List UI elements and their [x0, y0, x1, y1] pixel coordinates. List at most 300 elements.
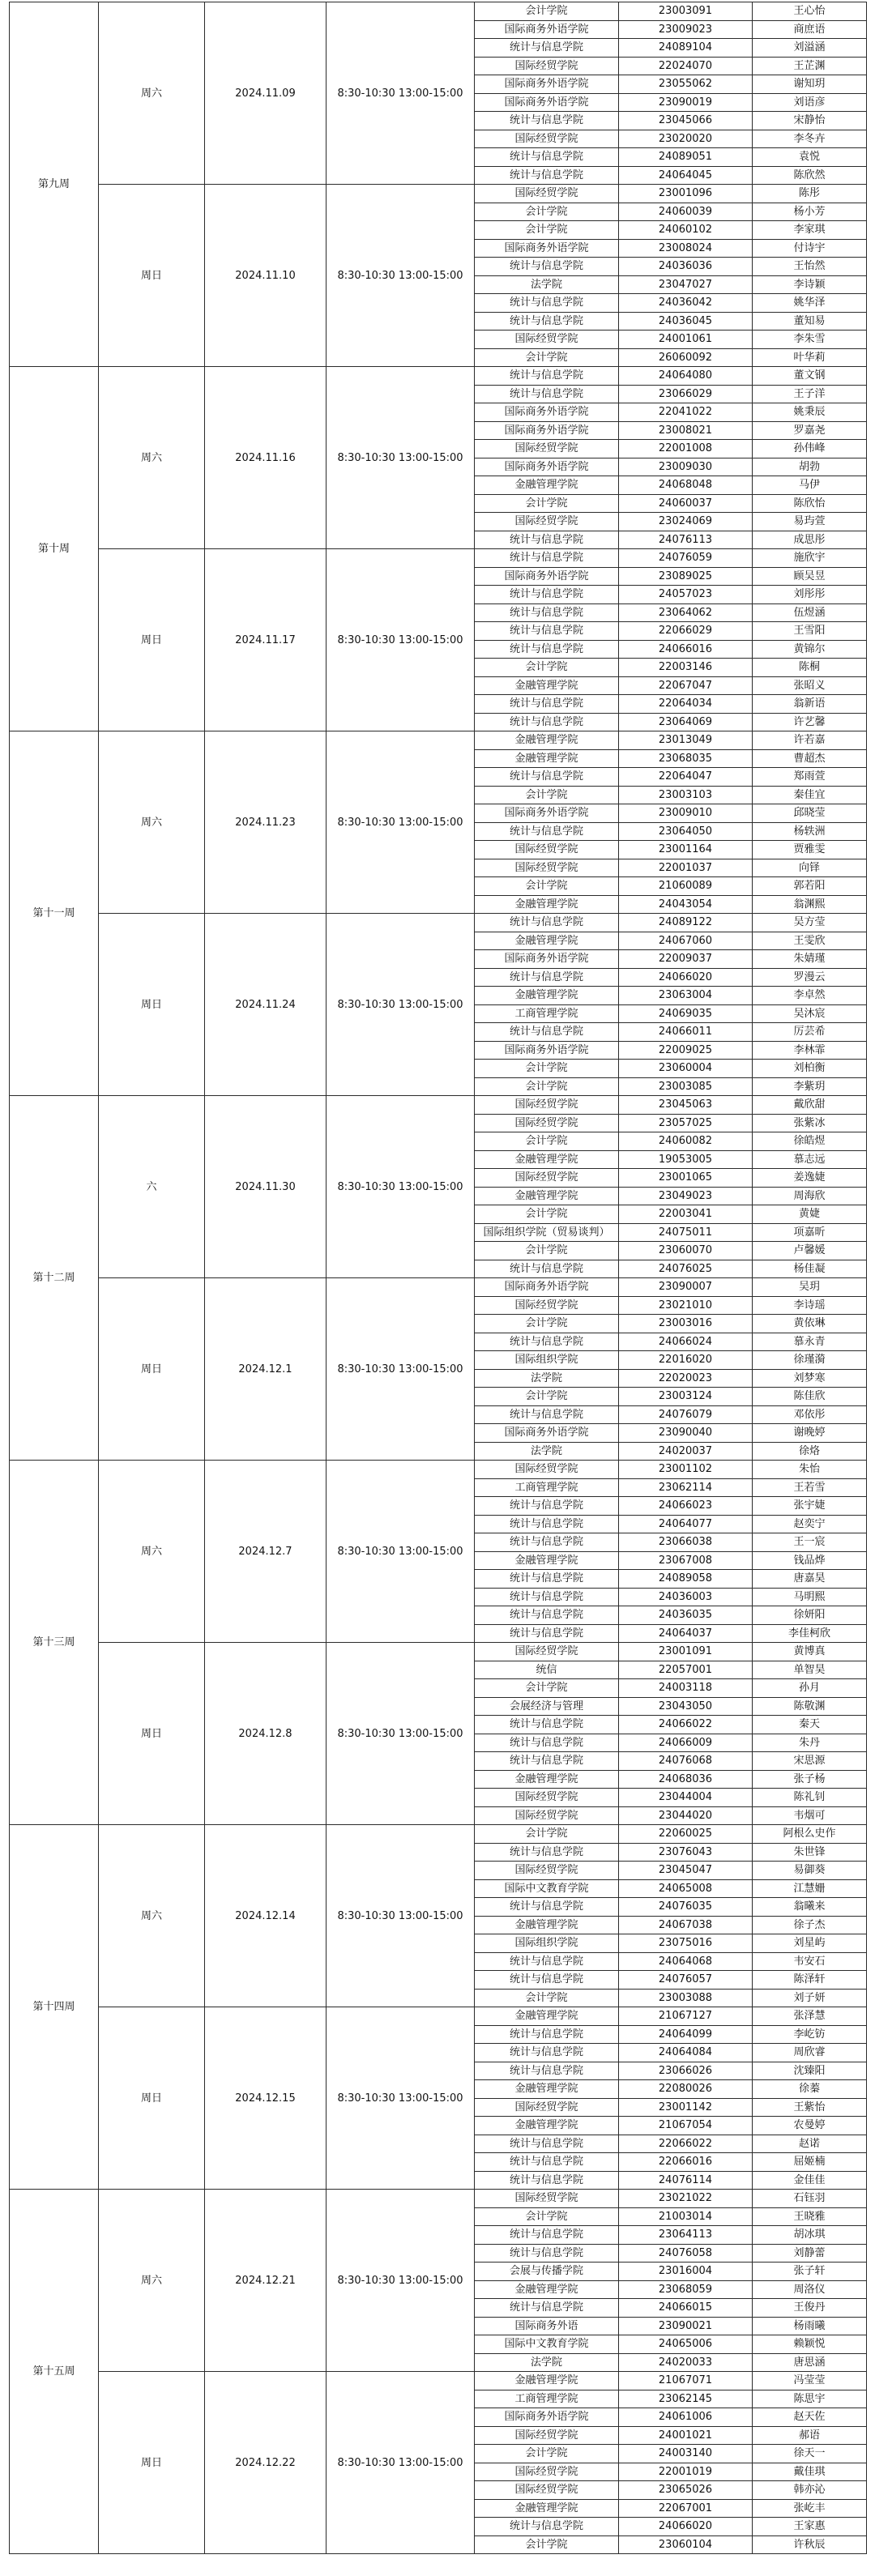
student-id-cell: 21067071: [619, 2372, 753, 2390]
student-name-cell: 成思彤: [753, 531, 867, 549]
student-name-cell: 翁曦来: [753, 1898, 867, 1917]
school-cell: 国际商务外语学院: [475, 20, 619, 39]
school-cell: 统计与信息学院: [475, 1752, 619, 1771]
student-id-cell: 24076058: [619, 2244, 753, 2263]
weekday-label: 周日: [99, 2372, 205, 2554]
school-cell: 金融管理学院: [475, 2280, 619, 2299]
student-name-cell: 谢晚婷: [753, 1424, 867, 1443]
student-name-cell: 谢知玥: [753, 75, 867, 94]
student-name-cell: 罗漫云: [753, 968, 867, 987]
date-label: 2024.11.17: [205, 549, 327, 731]
student-name-cell: 宋静怡: [753, 112, 867, 130]
school-cell: 统计与信息学院: [475, 2153, 619, 2172]
student-id-cell: 24068048: [619, 476, 753, 495]
school-cell: 统计与信息学院: [475, 1952, 619, 1971]
time-slot-label: 8:30-10:30 13:00-15:00: [327, 1825, 475, 2007]
student-name-cell: 王一宸: [753, 1533, 867, 1552]
student-name-cell: 李卓然: [753, 987, 867, 1005]
student-name-cell: 姚华泽: [753, 294, 867, 313]
school-cell: 统计与信息学院: [475, 2244, 619, 2263]
student-name-cell: 曹超杰: [753, 749, 867, 768]
student-id-cell: 23001164: [619, 841, 753, 859]
school-cell: 国际经贸学院: [475, 2098, 619, 2117]
student-name-cell: 王芷渊: [753, 57, 867, 75]
student-name-cell: 赵天佐: [753, 2408, 867, 2427]
weekday-label: 周六: [99, 2, 205, 185]
student-id-cell: 24064068: [619, 1952, 753, 1971]
student-id-cell: 24003140: [619, 2445, 753, 2463]
time-slot-label: 8:30-10:30 13:00-15:00: [327, 2, 475, 185]
time-slot-label: 8:30-10:30 13:00-15:00: [327, 2372, 475, 2554]
time-slot-label: 8:30-10:30 13:00-15:00: [327, 1643, 475, 1825]
student-name-cell: 周海欣: [753, 1187, 867, 1205]
student-name-cell: 朱婧瑾: [753, 950, 867, 969]
date-label: 2024.11.30: [205, 1096, 327, 1278]
student-id-cell: 22001008: [619, 440, 753, 458]
school-cell: 会计学院: [475, 494, 619, 513]
student-id-cell: 22003041: [619, 1205, 753, 1224]
table-row: [10, 914, 867, 932]
student-id-cell: 23003016: [619, 1315, 753, 1333]
school-cell: 统计与信息学院: [475, 2044, 619, 2062]
school-cell: 统计与信息学院: [475, 1260, 619, 1278]
school-cell: 国际经贸学院: [475, 859, 619, 877]
student-name-cell: 翁渊熙: [753, 895, 867, 914]
weekday-label: 六: [99, 1096, 205, 1278]
school-cell: 会计学院: [475, 877, 619, 896]
student-name-cell: 金佳佳: [753, 2171, 867, 2190]
student-name-cell: 卢馨媛: [753, 1242, 867, 1260]
school-cell: 国际经贸学院: [475, 130, 619, 148]
student-id-cell: 23065026: [619, 2481, 753, 2500]
student-id-cell: 24057023: [619, 586, 753, 604]
student-id-cell: 23001096: [619, 185, 753, 203]
student-id-cell: 22064047: [619, 768, 753, 787]
student-id-cell: 22020023: [619, 1369, 753, 1388]
table-row: [10, 1461, 867, 1479]
table-row: [10, 1278, 867, 1297]
school-cell: 统计与信息学院: [475, 385, 619, 403]
school-cell: 会计学院: [475, 348, 619, 367]
student-id-cell: 23003103: [619, 786, 753, 804]
student-id-cell: 23044004: [619, 1789, 753, 1807]
student-name-cell: 伍煜涵: [753, 603, 867, 622]
student-id-cell: 23013049: [619, 731, 753, 750]
student-name-cell: 江慧姗: [753, 1879, 867, 1898]
student-id-cell: 24076068: [619, 1752, 753, 1771]
student-name-cell: 朱丹: [753, 1734, 867, 1752]
school-cell: 国际经贸学院: [475, 2481, 619, 2500]
student-name-cell: 刘子妍: [753, 1989, 867, 2007]
student-id-cell: 24066024: [619, 1333, 753, 1351]
student-id-cell: 24060037: [619, 494, 753, 513]
student-id-cell: 23076043: [619, 1843, 753, 1862]
student-name-cell: 单智昊: [753, 1661, 867, 1679]
student-name-cell: 赖颖悦: [753, 2335, 867, 2354]
student-id-cell: 24076079: [619, 1405, 753, 1424]
student-name-cell: 刘语彦: [753, 93, 867, 112]
student-name-cell: 王雪阳: [753, 622, 867, 641]
school-cell: 统计与信息学院: [475, 2062, 619, 2080]
student-id-cell: 24075011: [619, 1223, 753, 1242]
school-cell: 国际经贸学院: [475, 1862, 619, 1880]
weekday-label: 周六: [99, 367, 205, 549]
student-name-cell: 秦佳宜: [753, 786, 867, 804]
school-cell: 会计学院: [475, 2207, 619, 2226]
student-id-cell: 24060082: [619, 1132, 753, 1151]
student-name-cell: 翁新语: [753, 695, 867, 714]
school-cell: 会计学院: [475, 1388, 619, 1406]
school-cell: 统计与信息学院: [475, 1971, 619, 1990]
school-cell: 金融管理学院: [475, 987, 619, 1005]
school-cell: 统计与信息学院: [475, 549, 619, 568]
student-id-cell: 23089025: [619, 567, 753, 586]
student-id-cell: 21003014: [619, 2207, 753, 2226]
student-id-cell: 23001102: [619, 1461, 753, 1479]
school-cell: 金融管理学院: [475, 749, 619, 768]
week-label: 第九周: [10, 2, 99, 367]
school-cell: 工商管理学院: [475, 1478, 619, 1497]
school-cell: 国际经贸学院: [475, 513, 619, 531]
school-cell: 国际商务外语学院: [475, 567, 619, 586]
student-name-cell: 郭若阳: [753, 877, 867, 896]
schedule-table: [9, 2, 867, 2554]
student-name-cell: 刘星屿: [753, 1934, 867, 1953]
student-id-cell: 24020037: [619, 1442, 753, 1461]
school-cell: 统计与信息学院: [475, 822, 619, 841]
school-cell: 国际经贸学院: [475, 1789, 619, 1807]
student-name-cell: 赵诺: [753, 2135, 867, 2153]
student-id-cell: 23090007: [619, 1278, 753, 1297]
student-id-cell: 24060039: [619, 203, 753, 221]
time-slot-label: 8:30-10:30 13:00-15:00: [327, 549, 475, 731]
school-cell: 国际经贸学院: [475, 331, 619, 349]
school-cell: 会计学院: [475, 1132, 619, 1151]
student-name-cell: 陈欣然: [753, 166, 867, 185]
student-name-cell: 贾雅雯: [753, 841, 867, 859]
school-cell: 统计与信息学院: [475, 531, 619, 549]
time-slot-label: 8:30-10:30 13:00-15:00: [327, 914, 475, 1096]
student-name-cell: 孙月: [753, 1679, 867, 1698]
school-cell: 统计与信息学院: [475, 1606, 619, 1625]
student-name-cell: 胡勃: [753, 458, 867, 476]
school-cell: 统计与信息学院: [475, 1734, 619, 1752]
table-row: [10, 367, 867, 386]
student-name-cell: 陈桐: [753, 659, 867, 677]
student-id-cell: 23003085: [619, 1077, 753, 1096]
school-cell: 法学院: [475, 1442, 619, 1461]
school-cell: 国际商务外语学院: [475, 2408, 619, 2427]
student-id-cell: 22066029: [619, 622, 753, 641]
school-cell: 国际组织学院（贸易谈判）: [475, 1223, 619, 1242]
student-name-cell: 许若嘉: [753, 731, 867, 750]
week-label: 第十二周: [10, 1096, 99, 1461]
student-id-cell: 22060025: [619, 1825, 753, 1844]
student-name-cell: 慕志远: [753, 1150, 867, 1169]
school-cell: 统计与信息学院: [475, 622, 619, 641]
table-row: [10, 731, 867, 750]
table-row: [10, 549, 867, 568]
student-id-cell: 24001061: [619, 331, 753, 349]
student-name-cell: 石钰羽: [753, 2190, 867, 2208]
school-cell: 会计学院: [475, 1060, 619, 1078]
student-id-cell: 24066011: [619, 1023, 753, 1042]
date-label: 2024.11.16: [205, 367, 327, 549]
student-id-cell: 24036045: [619, 312, 753, 331]
student-name-cell: 秦天: [753, 1716, 867, 1734]
student-id-cell: 24076025: [619, 1260, 753, 1278]
student-id-cell: 21067127: [619, 2007, 753, 2026]
student-name-cell: 许艺馨: [753, 713, 867, 731]
student-id-cell: 23021010: [619, 1296, 753, 1315]
school-cell: 会计学院: [475, 1825, 619, 1844]
student-name-cell: 沈臻阳: [753, 2062, 867, 2080]
student-name-cell: 唐嘉昊: [753, 1570, 867, 1589]
student-name-cell: 王心怡: [753, 2, 867, 21]
student-id-cell: 23066029: [619, 385, 753, 403]
student-id-cell: 23009030: [619, 458, 753, 476]
student-name-cell: 郑雨萱: [753, 768, 867, 787]
school-cell: 金融管理学院: [475, 1770, 619, 1789]
school-cell: 国际经贸学院: [475, 1461, 619, 1479]
student-name-cell: 张宇婕: [753, 1497, 867, 1516]
school-cell: 会计学院: [475, 2, 619, 21]
student-name-cell: 李诗瑶: [753, 1296, 867, 1315]
student-id-cell: 22001037: [619, 859, 753, 877]
school-cell: 统信: [475, 1661, 619, 1679]
school-cell: 统计与信息学院: [475, 586, 619, 604]
student-id-cell: 23045063: [619, 1096, 753, 1115]
student-name-cell: 董文钢: [753, 367, 867, 386]
student-name-cell: 刘溢涵: [753, 39, 867, 58]
student-id-cell: 23008024: [619, 239, 753, 258]
student-name-cell: 马伊: [753, 476, 867, 495]
student-id-cell: 24066009: [619, 1734, 753, 1752]
student-name-cell: 付诗宇: [753, 239, 867, 258]
student-id-cell: 24064084: [619, 2044, 753, 2062]
student-id-cell: 23068059: [619, 2280, 753, 2299]
student-id-cell: 23062145: [619, 2390, 753, 2408]
student-name-cell: 韩亦沁: [753, 2481, 867, 2500]
student-id-cell: 24066016: [619, 640, 753, 659]
school-cell: 会计学院: [475, 1989, 619, 2007]
student-name-cell: 钱品烨: [753, 1551, 867, 1570]
school-cell: 统计与信息学院: [475, 1898, 619, 1917]
student-name-cell: 王子洋: [753, 385, 867, 403]
school-cell: 统计与信息学院: [475, 1588, 619, 1606]
school-cell: 统计与信息学院: [475, 112, 619, 130]
date-label: 2024.12.7: [205, 1461, 327, 1643]
student-id-cell: 24066020: [619, 2518, 753, 2536]
student-name-cell: 冯莹莹: [753, 2372, 867, 2390]
student-id-cell: 24066023: [619, 1497, 753, 1516]
time-slot-label: 8:30-10:30 13:00-15:00: [327, 1461, 475, 1643]
school-cell: 统计与信息学院: [475, 1624, 619, 1643]
student-name-cell: 厉芸希: [753, 1023, 867, 1042]
student-name-cell: 王俊丹: [753, 2299, 867, 2318]
student-name-cell: 黄婕: [753, 1205, 867, 1224]
student-name-cell: 向铎: [753, 859, 867, 877]
student-id-cell: 24036036: [619, 258, 753, 276]
weekday-label: 周六: [99, 2190, 205, 2372]
table-row: [10, 2190, 867, 2208]
student-id-cell: 24003118: [619, 1679, 753, 1698]
time-slot-label: 8:30-10:30 13:00-15:00: [327, 367, 475, 549]
student-id-cell: 22064034: [619, 695, 753, 714]
student-id-cell: 23090019: [619, 93, 753, 112]
student-id-cell: 23001142: [619, 2098, 753, 2117]
school-cell: 金融管理学院: [475, 2499, 619, 2518]
student-name-cell: 农曼婷: [753, 2117, 867, 2135]
student-id-cell: 23008021: [619, 421, 753, 440]
school-cell: 统计与信息学院: [475, 1333, 619, 1351]
student-id-cell: 23060104: [619, 2535, 753, 2554]
school-cell: 国际商务外语学院: [475, 950, 619, 969]
table-row: [10, 2372, 867, 2390]
student-id-cell: 23066026: [619, 2062, 753, 2080]
date-label: 2024.11.23: [205, 731, 327, 914]
student-name-cell: 戴佳琪: [753, 2463, 867, 2481]
school-cell: 国际经贸学院: [475, 440, 619, 458]
school-cell: 国际商务外语学院: [475, 1278, 619, 1297]
date-label: 2024.11.09: [205, 2, 327, 185]
school-cell: 会计学院: [475, 221, 619, 240]
student-id-cell: 22057001: [619, 1661, 753, 1679]
table-row: [10, 1643, 867, 1661]
student-name-cell: 易御葵: [753, 1862, 867, 1880]
student-name-cell: 朱世锋: [753, 1843, 867, 1862]
school-cell: 统计与信息学院: [475, 2135, 619, 2153]
student-name-cell: 李佳柯欣: [753, 1624, 867, 1643]
school-cell: 金融管理学院: [475, 2117, 619, 2135]
student-id-cell: 24064077: [619, 1515, 753, 1533]
student-id-cell: 24067038: [619, 1916, 753, 1934]
weekday-label: 周六: [99, 1461, 205, 1643]
table-row: [10, 185, 867, 203]
student-id-cell: 23016004: [619, 2263, 753, 2281]
student-id-cell: 23090040: [619, 1424, 753, 1443]
table-row: [10, 1096, 867, 1115]
school-cell: 统计与信息学院: [475, 166, 619, 185]
student-id-cell: 22001019: [619, 2463, 753, 2481]
student-id-cell: 23003088: [619, 1989, 753, 2007]
student-name-cell: 易玙萱: [753, 513, 867, 531]
student-name-cell: 邱晓莹: [753, 804, 867, 823]
school-cell: 工商管理学院: [475, 1004, 619, 1023]
student-id-cell: 24089104: [619, 39, 753, 58]
student-id-cell: 23064050: [619, 822, 753, 841]
student-name-cell: 胡冰琪: [753, 2226, 867, 2245]
weekday-label: 周日: [99, 2007, 205, 2190]
student-name-cell: 王怡然: [753, 258, 867, 276]
student-id-cell: 23057025: [619, 1114, 753, 1132]
student-name-cell: 张紫冰: [753, 1114, 867, 1132]
student-id-cell: 23062114: [619, 1478, 753, 1497]
school-cell: 国际经贸学院: [475, 1169, 619, 1188]
school-cell: 统计与信息学院: [475, 695, 619, 714]
student-name-cell: 韦烟可: [753, 1806, 867, 1825]
school-cell: 会计学院: [475, 1077, 619, 1096]
school-cell: 会计学院: [475, 203, 619, 221]
school-cell: 会展与传播学院: [475, 2263, 619, 2281]
student-id-cell: 23020020: [619, 130, 753, 148]
school-cell: 国际经贸学院: [475, 841, 619, 859]
school-cell: 国际经贸学院: [475, 1296, 619, 1315]
student-name-cell: 陈彤: [753, 185, 867, 203]
school-cell: 统计与信息学院: [475, 1533, 619, 1552]
student-name-cell: 张子杨: [753, 1770, 867, 1789]
student-id-cell: 23066038: [619, 1533, 753, 1552]
student-id-cell: 19053005: [619, 1150, 753, 1169]
student-id-cell: 24064045: [619, 166, 753, 185]
school-cell: 金融管理学院: [475, 895, 619, 914]
student-id-cell: 24067060: [619, 932, 753, 950]
school-cell: 国际经贸学院: [475, 2190, 619, 2208]
student-id-cell: 23001091: [619, 1643, 753, 1661]
student-id-cell: 22066016: [619, 2153, 753, 2172]
student-id-cell: 24001021: [619, 2426, 753, 2445]
student-name-cell: 施欣宇: [753, 549, 867, 568]
student-name-cell: 姚秉辰: [753, 403, 867, 422]
student-id-cell: 23064062: [619, 603, 753, 622]
school-cell: 国际经贸学院: [475, 1114, 619, 1132]
student-id-cell: 21060089: [619, 877, 753, 896]
time-slot-label: 8:30-10:30 13:00-15:00: [327, 1278, 475, 1461]
student-id-cell: 23021022: [619, 2190, 753, 2208]
week-label: 第十三周: [10, 1461, 99, 1825]
student-name-cell: 张子轩: [753, 2263, 867, 2281]
school-cell: 会计学院: [475, 1315, 619, 1333]
school-cell: 工商管理学院: [475, 2390, 619, 2408]
school-cell: 统计与信息学院: [475, 1023, 619, 1042]
school-cell: 金融管理学院: [475, 731, 619, 750]
school-cell: 法学院: [475, 275, 619, 294]
school-cell: 国际经贸学院: [475, 1806, 619, 1825]
school-cell: 统计与信息学院: [475, 713, 619, 731]
week-label: 第十一周: [10, 731, 99, 1096]
school-cell: 国际商务外语学院: [475, 458, 619, 476]
student-name-cell: 李屹钫: [753, 2025, 867, 2044]
school-cell: 统计与信息学院: [475, 39, 619, 58]
school-cell: 国际商务外语学院: [475, 75, 619, 94]
student-name-cell: 陈欣怡: [753, 494, 867, 513]
student-name-cell: 董知易: [753, 312, 867, 331]
student-name-cell: 徐子杰: [753, 1916, 867, 1934]
student-id-cell: 23055062: [619, 75, 753, 94]
student-name-cell: 马明熙: [753, 1588, 867, 1606]
student-id-cell: 24064099: [619, 2025, 753, 2044]
school-cell: 统计与信息学院: [475, 1570, 619, 1589]
student-name-cell: 李林霏: [753, 1041, 867, 1060]
school-cell: 金融管理学院: [475, 1916, 619, 1934]
school-cell: 会计学院: [475, 1242, 619, 1260]
student-id-cell: 24076113: [619, 531, 753, 549]
student-id-cell: 23067008: [619, 1551, 753, 1570]
student-id-cell: 23090021: [619, 2317, 753, 2335]
student-name-cell: 李朱雪: [753, 331, 867, 349]
student-id-cell: 24036035: [619, 1606, 753, 1625]
school-cell: 国际中文教育学院: [475, 1879, 619, 1898]
student-id-cell: 24066022: [619, 1716, 753, 1734]
student-name-cell: 杨佳凝: [753, 1260, 867, 1278]
school-cell: 金融管理学院: [475, 476, 619, 495]
weekday-label: 周日: [99, 914, 205, 1096]
student-id-cell: 24076114: [619, 2171, 753, 2190]
student-name-cell: 阿根么史作: [753, 1825, 867, 1844]
school-cell: 统计与信息学院: [475, 603, 619, 622]
student-id-cell: 22041022: [619, 403, 753, 422]
date-label: 2024.12.22: [205, 2372, 327, 2554]
